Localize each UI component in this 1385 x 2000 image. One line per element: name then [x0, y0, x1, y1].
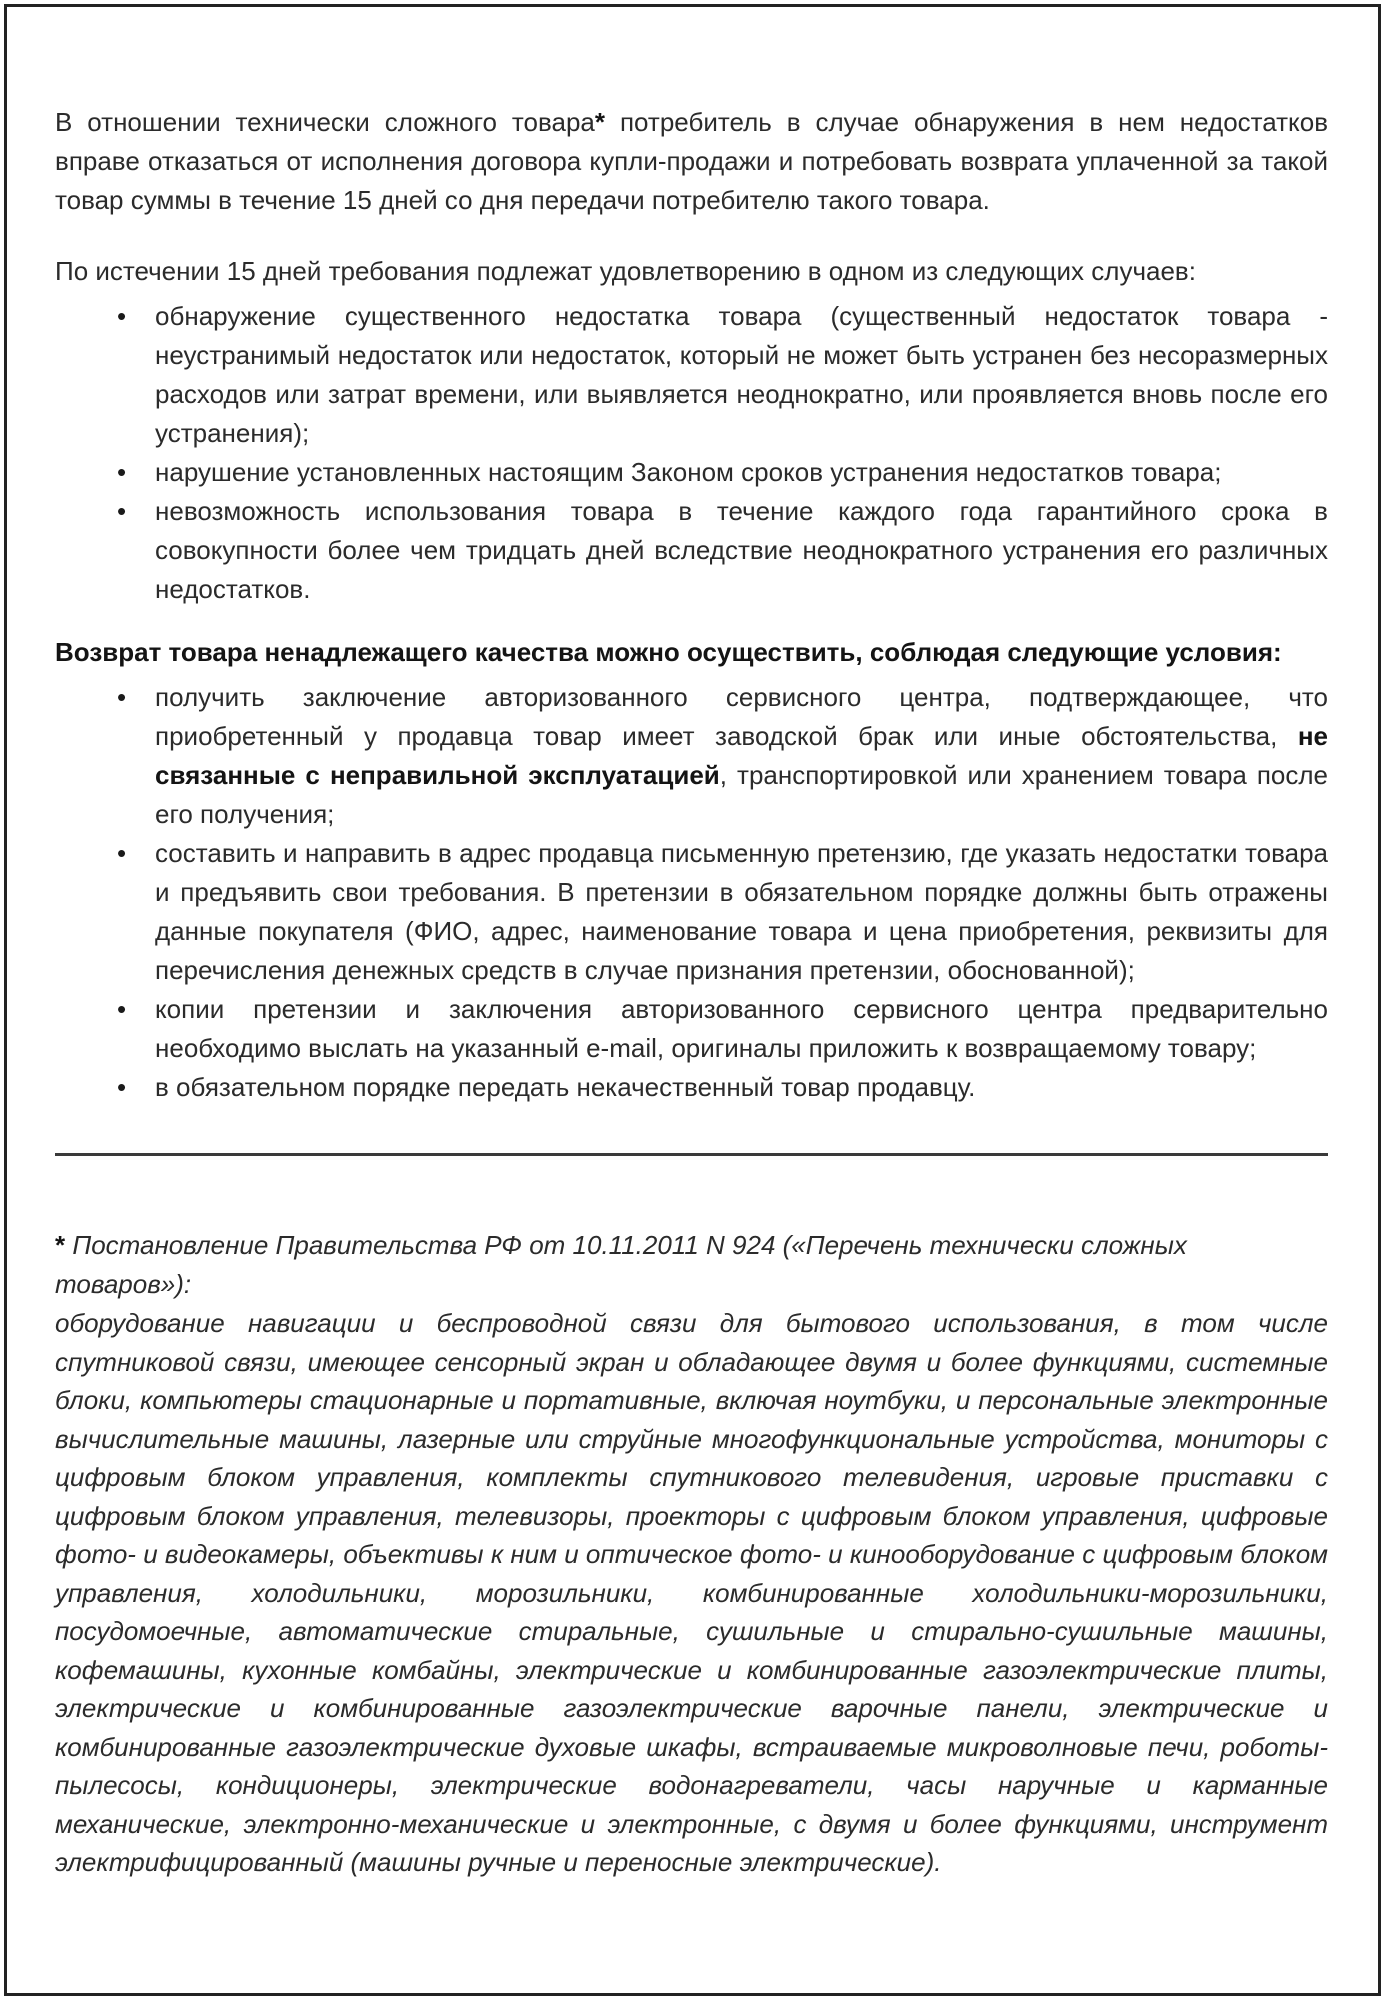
bullet-icon: •: [117, 1072, 127, 1102]
intro-paragraph: [55, 103, 1328, 220]
list-item-text: копии претензии и заключения авторизованного сервисного центра предварительно необходимо выслать на указанный e-mail, оригиналы приложить к возвращаемому товару;: [155, 994, 1328, 1063]
footnote-title-text: Постановление Правительства РФ от 10.11.2011 N 924 («Перечень технически сложных товаров»):: [55, 1230, 1187, 1299]
list-item: [55, 678, 1328, 834]
bullet-icon: •: [117, 838, 127, 868]
return-conditions-list: [55, 678, 1328, 1107]
list-item-text: составить и направить в адрес продавца письменную претензию, где указать недостатки товара и предъявить свои требования. В претензии в обязательном порядке должны быть отражены данные покупателя (ФИО, адрес, наименование товара и цена приобретения, реквизиты для перечисления денежных средств в случае признания претензии, обоснованной);: [155, 838, 1328, 985]
intro-text-pre: В отношении технически сложного товара: [55, 107, 595, 137]
list-item-text-pre: получить заключение авторизованного сервисного центра, подтверждающее, что приобретенный у продавца товар имеет заводской брак или иные обстоятельства,: [155, 682, 1328, 751]
bullet-icon: •: [117, 682, 127, 712]
return-conditions-heading: Возврат товара ненадлежащего качества можно осуществить, соблюдая следующие условия:: [55, 637, 1282, 667]
footnote-reference-asterisk: *: [594, 107, 606, 137]
list-item: [55, 1068, 1328, 1107]
list-item: [55, 297, 1328, 453]
bullet-icon: •: [117, 301, 127, 331]
footnote: [55, 1226, 1328, 1882]
list-item: [55, 834, 1328, 990]
list-item-text: обнаружение существенного недостатка товара (существенный недостаток товара - неустранимый недостаток или недостаток, который не может быть устранен без несоразмерных расходов или затрат времени, или выявляется неоднократно, или проявляется вновь после его устранения);: [155, 301, 1328, 448]
after15-list: [55, 297, 1328, 609]
list-item-text-bold: не связанные с неправильной эксплуатацией: [155, 721, 1328, 790]
list-item-text-post: , транспортировкой или хранением товара после его получения;: [155, 760, 1328, 829]
list-item: [55, 492, 1328, 609]
footnote-body: оборудование навигации и беспроводной связи для бытового использования, в том числе спутниковой связи, имеющее сенсорный экран и обладающее двумя и более функциями, системные блоки, компьютеры стационарные и портативные, включая ноутбуки, и персональные электронные вычислительные машины, лазерные или струйные многофункциональные устройства, мониторы с цифровым блоком управления, комплекты спутникового телевидения, игровые приставки с цифровым блоком управления, телевизоры, проекторы с цифровым блоком управления, цифровые фото- и видеокамеры, объективы к ним и оптическое фото- и кинооборудование с цифровым блоком управления, холодильники, морозильники, комбинированные холодильники-морозильники, посудомоечные, автоматические стиральные, сушильные и стирально-сушильные машины, кофемашины, кухонные комбайны, электрические и комбинированные газоэлектрические плиты, электрические и комбинированные газоэлектрические варочные панели, электрические и комбинированные газоэлектрические духовые шкафы, встраиваемые микроволновые печи, роботы-пылесосы, кондиционеры, электрические водонагреватели, часы наручные и карманные механические, электронно-механические и электронные, с двумя и более функциями, инструмент электрифицированный (машины ручные и переносные электрические).: [55, 1308, 1328, 1877]
asterisk-icon: *: [55, 1230, 66, 1260]
bullet-icon: •: [117, 994, 127, 1024]
list-item: [55, 453, 1328, 492]
intro-text-post: потребитель в случае обнаружения в нем недостатков вправе отказаться от исполнения договора купли-продажи и потребовать возврата уплаченной за такой товар суммы в течение 15 дней со дня передачи потребителю такого товара.: [55, 107, 1329, 215]
bullet-icon: •: [117, 496, 127, 526]
document-page: [4, 4, 1381, 1996]
bullet-icon: •: [117, 457, 127, 487]
footnote-divider: [55, 1153, 1328, 1156]
after15-lead: По истечении 15 дней требования подлежат удовлетворению в одном из следующих случаев:: [55, 256, 1196, 286]
list-item-text: в обязательном порядке передать некачественный товар продавцу.: [155, 1072, 976, 1102]
list-item: [55, 990, 1328, 1068]
list-item-text: невозможность использования товара в течение каждого года гарантийного срока в совокупности более чем тридцать дней вследствие неоднократного устранения его различных недостатков.: [155, 496, 1328, 604]
list-item-text: нарушение установленных настоящим Законом сроков устранения недостатков товара;: [155, 457, 1222, 487]
footnote-title: [55, 1226, 1328, 1303]
document-content: [7, 7, 1378, 1882]
